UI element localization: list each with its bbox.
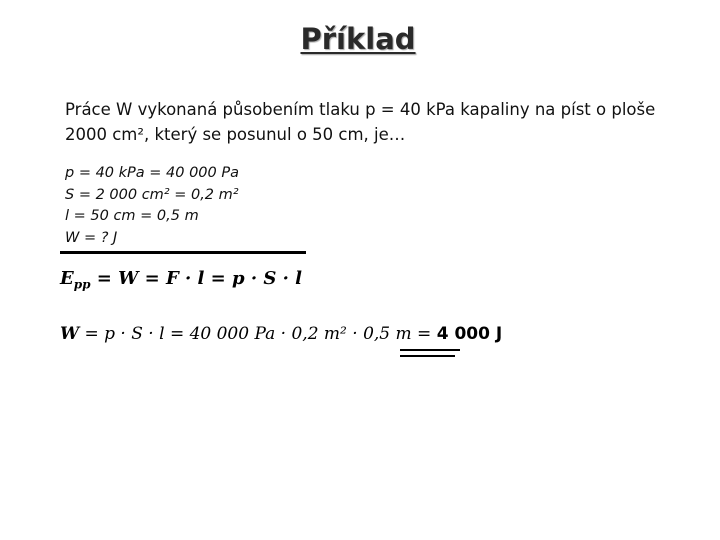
energy-equation [60,268,302,292]
work-calculation-middle: = p · S · l = 40 000 Pa · 0,2 m² · 0,5 m = [79,324,437,344]
given-length: l = 50 cm = 0,5 m [65,208,199,224]
energy-equation-rest: = W = F · l = p · S · l [90,268,303,289]
work-result: 4 000 J [436,324,503,344]
separator-line [60,251,306,254]
energy-symbol: E [60,268,74,289]
result-underline-2 [400,355,455,357]
work-symbol: W [60,324,80,344]
result-underline-1 [400,349,460,351]
problem-statement [65,97,675,147]
given-values [65,163,239,249]
work-calculation [60,324,502,344]
energy-subscript: pp [73,277,91,292]
given-pressure: p = 40 kPa = 40 000 Pa [65,165,239,181]
page-title: Příklad [300,22,416,56]
problem-line-2: 2000 cm², který se posunul o 50 cm, je… [65,125,406,144]
given-unknown: W = ? J [65,229,118,246]
given-area: S = 2 000 cm² = 0,2 m² [65,186,239,203]
problem-line-1: Práce W vykonaná působením tlaku p = 40 kPa kapaliny na píst o ploše [65,100,656,119]
